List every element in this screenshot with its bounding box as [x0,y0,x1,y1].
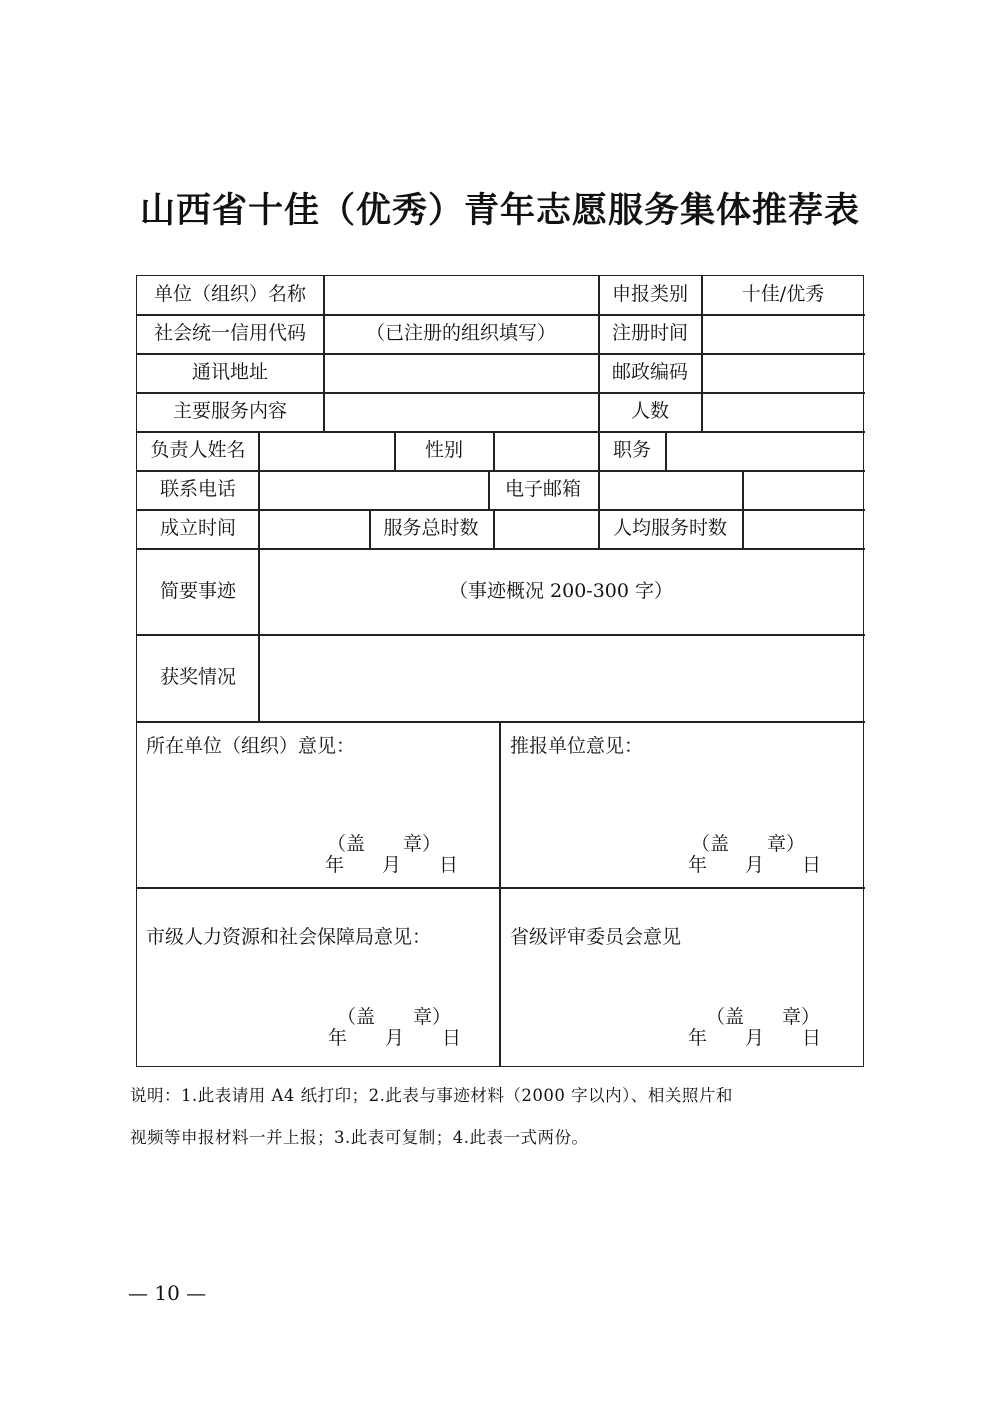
col-divider [598,509,600,548]
province-opinion-label: 省级评审委员会意见 [510,926,682,948]
seal-placeholder: （盖 章） [706,1006,821,1028]
category-value: 十佳/优秀 [741,283,825,305]
page-title: 山西省十佳（优秀）青年志愿服务集体推荐表 [139,191,860,231]
recommend-opinion-label: 推报单位意见： [510,735,644,757]
col-divider [499,721,501,1067]
col-divider [258,509,260,548]
col-divider [665,431,667,470]
col-divider [701,276,703,431]
date-placeholder: 年 月 日 [688,854,822,876]
col-divider [598,470,600,509]
unit-opinion-label: 所在单位（组织）意见： [146,735,356,757]
credit-code-label: 社会统一信用代码 [153,322,307,344]
date-placeholder: 年 月 日 [328,1027,462,1049]
credit-code-hint: （已注册的组织填写） [365,322,557,344]
col-divider [493,431,495,470]
category-label: 申报类别 [611,283,689,305]
col-divider [598,431,600,470]
row-divider [137,353,865,355]
total-hours-label: 服务总时数 [383,517,479,539]
service-content-label: 主要服务内容 [172,400,288,422]
col-divider [394,431,396,470]
row-divider [137,634,865,636]
unit-name-label: 单位（组织）名称 [153,283,307,305]
col-divider [258,548,260,721]
col-divider [323,276,325,431]
row-divider [137,548,865,550]
row-divider [137,887,865,889]
notes-line-2: 视频等申报材料一并上报；3.此表可复制；4.此表一式两份。 [130,1128,589,1147]
col-divider [598,276,600,431]
notes-line-1: 说明：1.此表请用 A4 纸打印；2.此表与事迹材料（2000 字以内）、相关照片和 [130,1086,733,1105]
member-count-label: 人数 [630,400,670,422]
awards-label: 获奖情况 [159,666,237,688]
row-divider [137,509,865,511]
row-divider [137,470,865,472]
col-divider [369,509,371,548]
row-divider [137,314,865,316]
email-label: 电子邮箱 [504,478,582,500]
page-number: — 10 — [128,1281,207,1305]
gender-label: 性别 [424,439,464,461]
col-divider [258,431,260,470]
col-divider [493,509,495,548]
col-divider [742,470,744,509]
position-label: 职务 [612,439,652,461]
founded-label: 成立时间 [159,517,237,539]
reg-time-label: 注册时间 [611,322,689,344]
recommendation-form-table [136,275,864,1067]
col-divider [488,470,490,509]
seal-placeholder: （盖 章） [327,833,442,855]
col-divider [258,470,260,509]
col-divider [742,509,744,548]
deeds-hint: （事迹概况 200-300 字） [448,580,674,602]
phone-label: 联系电话 [159,478,237,500]
row-divider [137,721,865,723]
postcode-label: 邮政编码 [611,361,689,383]
date-placeholder: 年 月 日 [325,854,459,876]
seal-placeholder: （盖 章） [691,833,806,855]
row-divider [137,431,865,433]
seal-placeholder: （盖 章） [337,1006,452,1028]
row-divider [137,392,865,394]
avg-hours-label: 人均服务时数 [612,517,728,539]
city-opinion-label: 市级人力资源和社会保障局意见： [146,926,432,948]
deeds-label: 简要事迹 [159,580,237,602]
leader-name-label: 负责人姓名 [150,439,246,461]
address-label: 通讯地址 [191,361,269,383]
date-placeholder: 年 月 日 [688,1027,822,1049]
